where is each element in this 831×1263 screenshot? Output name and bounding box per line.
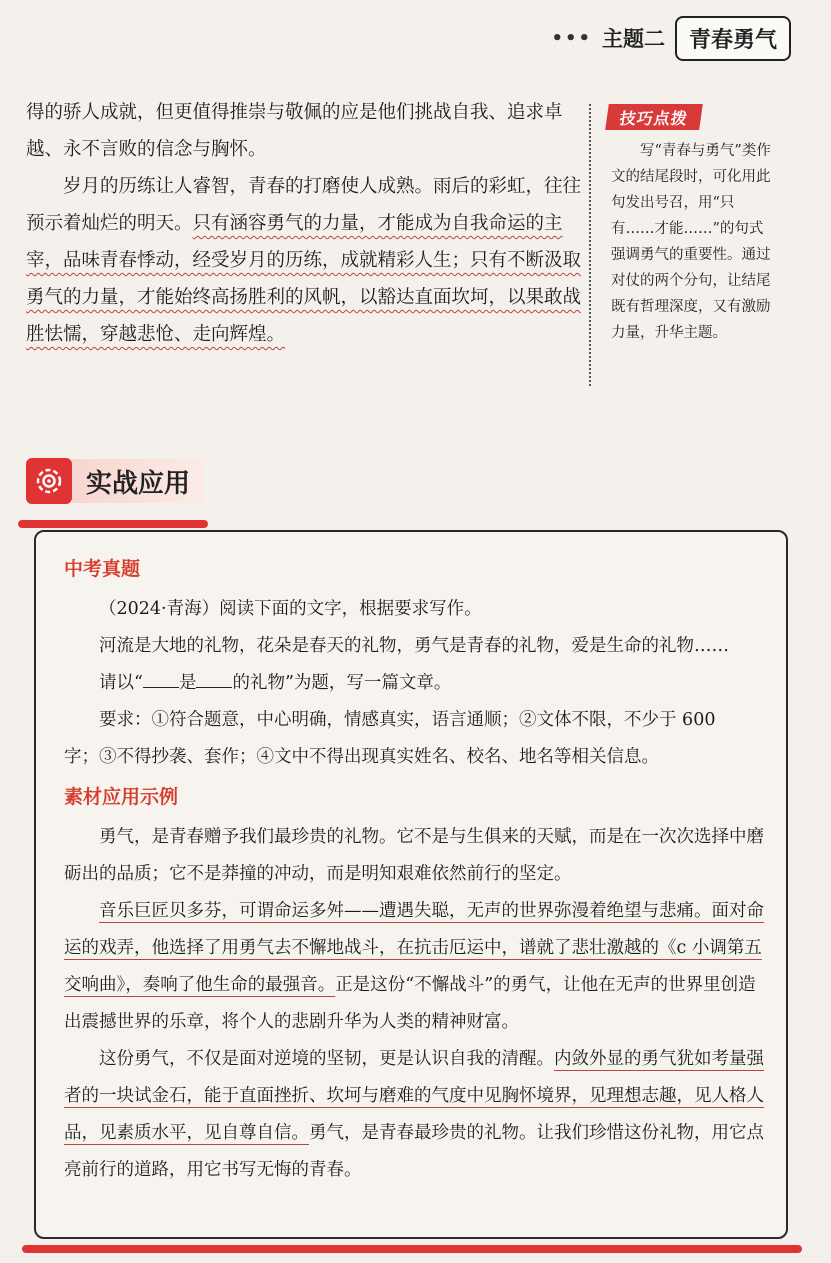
section-header (26, 456, 216, 506)
exam-source: （2024·青海）阅读下面的文字，根据要求写作。 (99, 599, 482, 619)
sample-paragraph-2 (64, 893, 764, 1041)
prompt-part-c: 的礼物”为题，写一篇文章。 (232, 673, 452, 693)
sample-heading: 素材应用示例 (64, 786, 179, 808)
blank-2 (196, 669, 232, 688)
sample-p3-underlined: 内敛外显的勇气犹如考量强者的一块试金石，能于直面挫折、坎坷与磨难的气度中见胸怀境界，见理想志趣，见人格人品，见素质水平，见自尊自信。 (64, 1049, 764, 1143)
tip-title: 技巧点拨 (605, 104, 703, 130)
blank-1 (143, 669, 179, 688)
top-line-1: 得的骄人成就，但更值得推崇与敬佩的应是他们挑战自我、追求卓 (26, 102, 563, 123)
practice-box (34, 530, 788, 1239)
sample-p2-underlined: 音乐巨匠贝多芬，可谓命运多舛——遭遇失聪，无声的世界弥漫着绝望与悲痛。面对命运的戏弄，他选择了用勇气去不懈地战斗，在抗击厄运中，谱就了悲壮激越的《c 小调第五交响曲》，奏响了他生命的最强音。 (64, 901, 764, 995)
exam-heading: 中考真题 (64, 558, 141, 580)
top-p2-wavy: 只有涵容勇气的力量，才能成为自我命运的主宰，品味青春悸动，经受岁月的历练，成就精彩人生；只有不断汲取勇气的力量，才能始终高扬胜利的风帆，以豁达直面坎坷，以果敢战胜怯懦，穿越悲怆、走向辉煌。 (26, 213, 582, 345)
exam-requirements-1: 要求：①符合题意，中心明确，情感真实，语言通顺；②文体不限，不少于 600 (99, 710, 716, 730)
sample-paragraph-3 (64, 1041, 764, 1189)
tip-text: 写“青春与勇气”类作文的结尾段时，可化用此句发出号召，用“只有……才能……”的句式强调勇气的重要性。通过对仗的两个分句，让结尾既有哲理深度，又有激励力量，升华主题。 (611, 143, 771, 341)
exam-requirements-2: 字；③不得抄袭、套作；④文中不得出现真实姓名、校名、地名等相关信息。 (64, 747, 659, 767)
tip-sidebar (589, 104, 781, 386)
top-paragraph-2 (26, 168, 586, 353)
top-passage (26, 94, 586, 353)
theme-badge: 青春勇气 (675, 16, 791, 61)
prompt-part-b: 是 (178, 673, 197, 693)
exam-quote: 河流是大地的礼物，花朵是春天的礼物，勇气是青春的礼物，爱是生命的礼物…… (99, 636, 729, 656)
top-line-2: 越、永不言败的信念与胸怀。 (26, 139, 267, 160)
theme-label: 主题二 (601, 27, 665, 51)
top-p2-plain: 岁月的历练让人睿智，青春的打磨使人成熟。雨后的彩虹，往往预示着灿烂的明天。 (26, 176, 582, 234)
sample-p2-rest: 正是这份“不懈战斗”的勇气，让他在无声的世界里创造出震撼世界的乐章，将个人的悲剧升华为人类的精神财富。 (64, 975, 756, 1032)
practice-content (64, 554, 764, 1189)
section-title: 实战应用 (72, 459, 204, 503)
sample-p3-a: 这份勇气，不仅是面对逆境的坚韧，更是认识自我的清醒。 (99, 1049, 554, 1069)
page-header (551, 14, 791, 62)
header-dots: ••• (551, 27, 592, 49)
sample-paragraph-1: 勇气，是青春赠予我们最珍贵的礼物。它不是与生俱来的天赋，而是在一次次选择中磨砺出的品质；它不是莽撞的冲动，而是明知艰难依然前行的坚定。 (64, 827, 764, 884)
exam-prompt (64, 665, 764, 702)
target-gear-icon (26, 458, 72, 504)
sample-p3-b: 勇气，是青春最珍贵的礼物。让我们珍惜这份礼物，用它点亮前行的道路，用它书写无悔的青春。 (64, 1123, 764, 1180)
prompt-part-a: 请以“ (99, 673, 143, 693)
